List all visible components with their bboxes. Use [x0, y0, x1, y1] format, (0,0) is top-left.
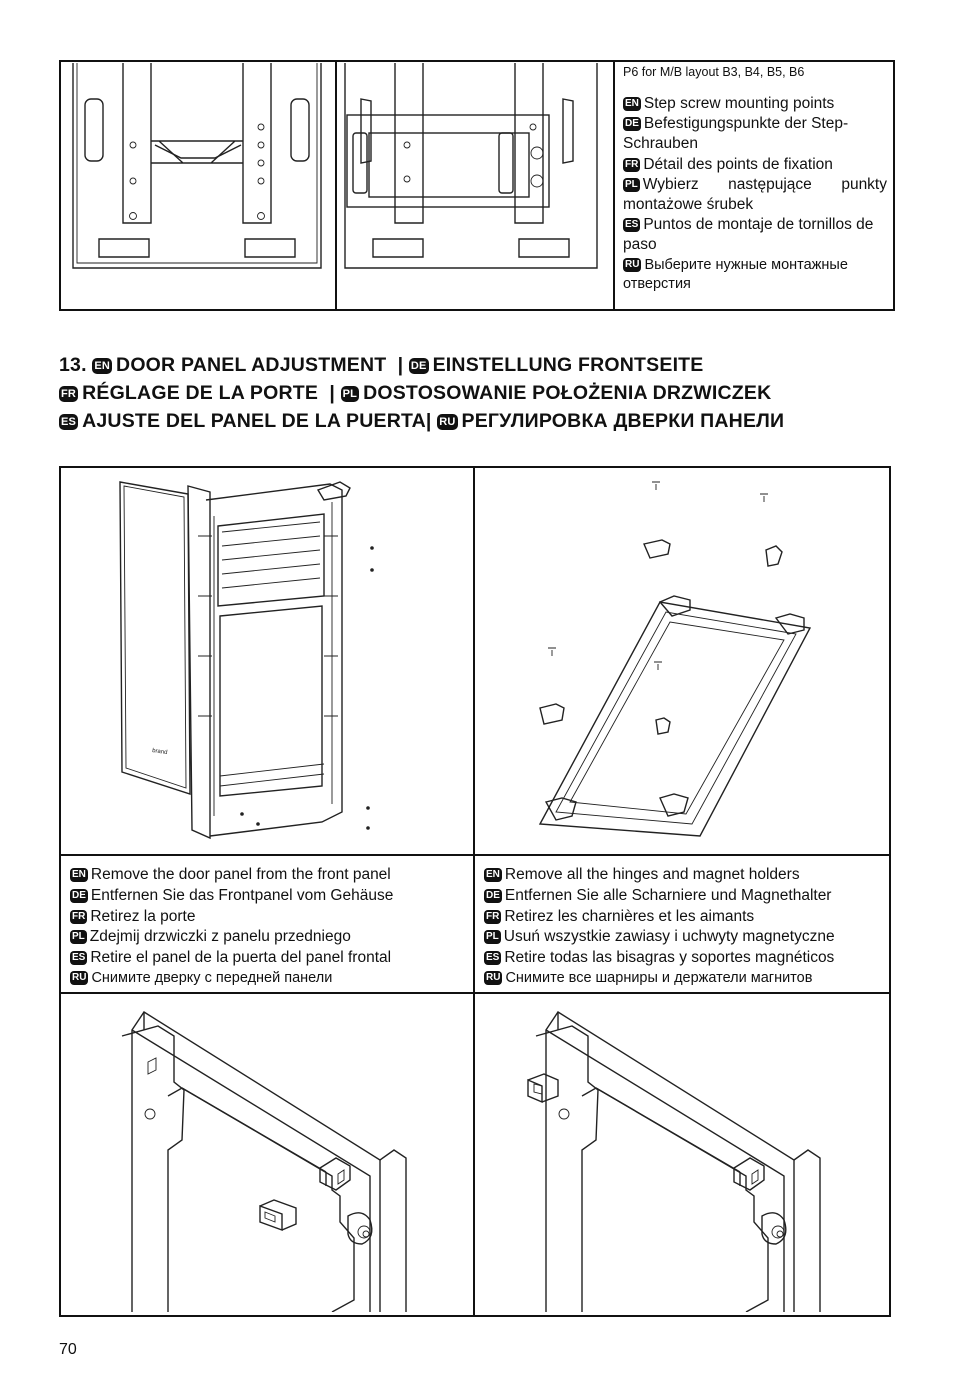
lang-badge-es: ES [625, 219, 639, 231]
lang-badge-de: DE [72, 889, 86, 901]
heading-badge-en: EN [94, 359, 111, 372]
lang-badge-fr: FR [72, 910, 86, 922]
heading-es: AJUSTE DEL PANEL DE LA PUERTA| [82, 410, 432, 432]
legend-item-de [623, 114, 887, 154]
top-divider-1 [335, 60, 337, 311]
page-number: 70 [59, 1341, 77, 1358]
frame-corner-magnet-illustration [110, 1000, 410, 1312]
legend-text-fr: Détail des points de fixation [643, 155, 833, 173]
step-right-ru [484, 969, 888, 987]
legend-item-fr [623, 155, 887, 175]
heading-ru: РЕГУЛИРОВКА ДВЕРКИ ПАНЕЛИ [461, 410, 785, 432]
legend-text-de: Befestigungspunkte der Step-Schrauben [623, 115, 849, 153]
step-left-en-text: Remove the door panel from the front panel [90, 866, 391, 883]
hinge-removal-illustration [520, 476, 860, 846]
lang-badge-es: ES [72, 952, 86, 964]
grid-vertical-divider [473, 466, 475, 1317]
svg-text:brand: brand [151, 748, 168, 757]
step-left-fr-text: Retirez la porte [90, 907, 196, 925]
step-right-instructions [484, 865, 888, 987]
legend-item-es [623, 215, 887, 255]
heading-de: EINSTELLUNG FRONTSEITE [432, 354, 704, 376]
legend-item-en [623, 94, 887, 114]
step-right-fr-text: Retirez les charnières et les aimants [504, 907, 755, 925]
lang-badge-ru: RU [625, 258, 640, 270]
lang-badge-pl: PL [72, 931, 85, 943]
step-right-en [484, 865, 888, 886]
lang-badge-en: EN [625, 97, 639, 109]
legend-caption: P6 for M/B layout B3, B4, B5, B6 [623, 65, 805, 79]
step-left-ru [70, 969, 470, 987]
lang-badge-en: EN [72, 868, 86, 880]
section-heading-line-3 [59, 410, 784, 433]
step-right-pl-text: Usuń wszystkie zawiasy i uchwyty magnetyczne [503, 928, 835, 946]
heading-en: DOOR PANEL ADJUSTMENT | [116, 354, 404, 376]
step-left-en [70, 865, 470, 886]
step-right-de-text: Entfernen Sie alle Scharniere und Magnethalter [504, 886, 832, 904]
step-left-es-text: Retire el panel de la puerta del panel frontal [90, 949, 392, 967]
section-heading-line-2 [59, 382, 771, 405]
step-right-en-text: Remove all the hinges and magnet holders [504, 866, 800, 883]
step-left-ru-text: Снимите дверку с передней панели [91, 969, 333, 986]
step-left-fr [70, 907, 470, 928]
legend-text-pl: Wybierz następujące punkty montażowe śrubek [623, 175, 887, 214]
lang-badge-pl: PL [625, 178, 638, 190]
heading-badge-de: DE [410, 359, 427, 372]
lang-badge-pl: PL [486, 931, 499, 943]
top-legend [623, 64, 887, 294]
heading-badge-fr: FR [61, 387, 77, 400]
step-right-fr [484, 907, 888, 928]
step-left-es [70, 948, 470, 969]
step-left-pl [70, 927, 470, 948]
heading-badge-pl: PL [342, 387, 358, 400]
legend-item-pl [623, 175, 887, 215]
lang-badge-fr: FR [625, 158, 639, 170]
legend-item-ru [623, 256, 887, 294]
step-right-pl [484, 927, 888, 948]
heading-pl: DOSTOSOWANIE POŁOŻENIA DRZWICZEK [363, 382, 772, 404]
step-left-instructions [70, 865, 470, 987]
frame-corner-hinge-illustration [524, 1000, 824, 1312]
heading-badge-ru: RU [439, 415, 456, 428]
lang-badge-de: DE [625, 118, 639, 130]
step-right-ru-text: Снимите все шарниры и держатели магнитов [505, 969, 813, 986]
lang-badge-ru: RU [486, 972, 501, 984]
top-divider-2 [613, 60, 615, 311]
heading-fr: RÉGLAGE DE LA PORTE | [82, 382, 335, 404]
mounting-diagram-left [63, 63, 333, 309]
lang-badge-de: DE [486, 889, 500, 901]
step-number: 13. [59, 354, 87, 376]
step-right-de [484, 886, 888, 907]
step-left-pl-text: Zdejmij drzwiczki z panelu przedniego [89, 928, 351, 946]
section-heading-line-1 [59, 354, 704, 377]
step-right-es [484, 948, 888, 969]
step-left-de [70, 886, 470, 907]
legend-text-en: Step screw mounting points [643, 95, 835, 112]
lang-badge-es: ES [486, 952, 500, 964]
mounting-diagram-middle [339, 63, 611, 309]
step-left-de-text: Entfernen Sie das Frontpanel vom Gehäuse [90, 886, 394, 904]
door-removal-illustration [110, 476, 390, 846]
lang-badge-fr: FR [486, 910, 500, 922]
legend-text-es: Puntos de montaje de tornillos de paso [623, 216, 874, 254]
lang-badge-en: EN [486, 868, 500, 880]
lang-badge-ru: RU [72, 972, 87, 984]
legend-text-ru: Выберите нужные монтажные отверстия [623, 256, 848, 292]
grid-divider-1 [59, 854, 891, 856]
step-right-es-text: Retire todas las bisagras y soportes magnéticos [504, 949, 835, 967]
heading-badge-es: ES [61, 415, 77, 428]
grid-divider-2 [59, 992, 891, 994]
